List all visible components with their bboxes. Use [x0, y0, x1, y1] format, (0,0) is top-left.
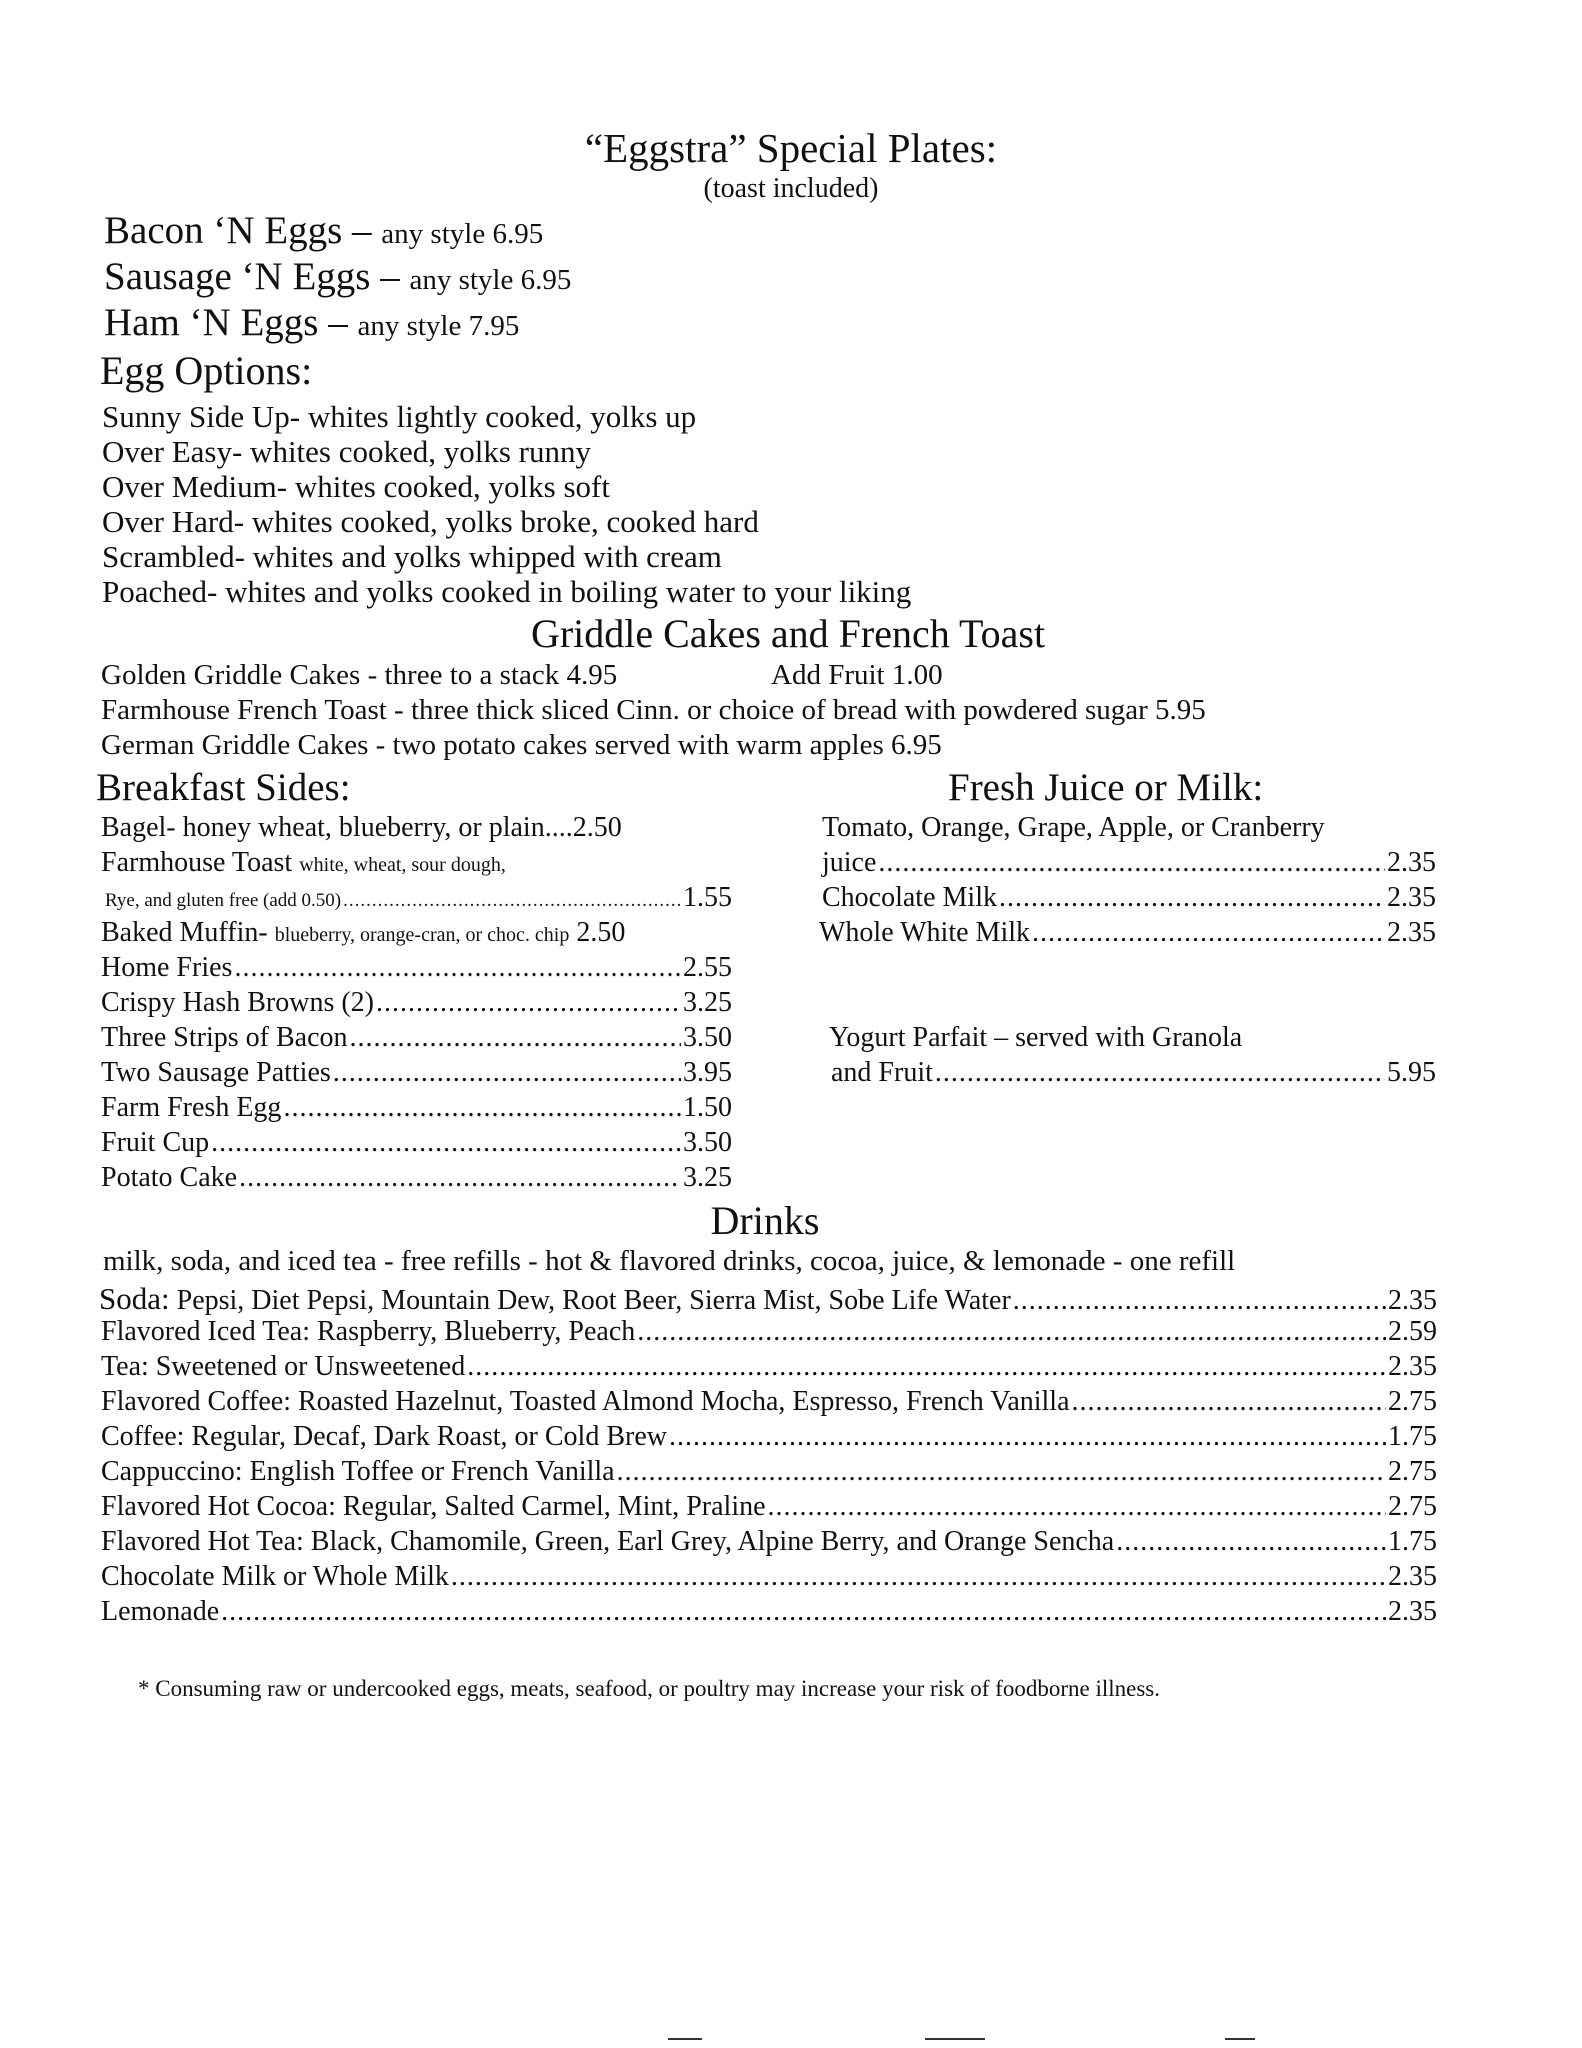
- scan-mark: [925, 2038, 985, 2040]
- egg-option: Over Easy- whites cooked, yolks runny: [102, 434, 592, 469]
- side-name: Baked Muffin-: [101, 917, 268, 948]
- plates-subtitle: (toast included): [703, 173, 879, 204]
- egg-option: Scrambled- whites and yolks whipped with cream: [102, 539, 722, 574]
- scan-mark: [1225, 2038, 1255, 2040]
- drink-item: Chocolate Milk or Whole Milk ..... 2.35: [101, 1561, 1437, 1593]
- egg-option: Poached- whites and yolks cooked in boiling water to your liking: [102, 574, 912, 609]
- side-item: Potato Cake ..... 3.25: [101, 1162, 732, 1194]
- drinks-title: Drinks: [710, 1198, 820, 1243]
- juice-title: Fresh Juice or Milk:: [948, 766, 1264, 809]
- side-item: Three Strips of Bacon ..... 3.50: [101, 1022, 732, 1054]
- plate-bacon: Bacon ‘N Eggs – any style 6.95: [104, 209, 544, 252]
- side-bagel: Bagel- honey wheat, blueberry, or plain....2.50: [101, 812, 622, 843]
- plate-detail: any style 7.95: [357, 310, 520, 342]
- griddle-item-golden: Golden Griddle Cakes - three to a stack 4.95: [101, 659, 618, 691]
- side-muffin: [101, 917, 625, 949]
- plate-name: Ham ‘N Eggs: [104, 301, 319, 344]
- egg-options-title: Egg Options:: [100, 348, 313, 393]
- side-price: 2.50: [576, 917, 626, 948]
- juice-item: Whole White Milk ..... 2.35: [819, 917, 1436, 949]
- side-detail: Rye, and gluten free (add 0.50): [105, 890, 342, 911]
- parfait-line: Yogurt Parfait – served with Granola: [829, 1022, 1243, 1053]
- side-item: Home Fries ..... 2.55: [101, 952, 732, 984]
- plate-detail: any style 6.95: [381, 218, 544, 250]
- drink-item: Flavored Hot Cocoa: Regular, Salted Carmel, Mint, Praline ..... 2.75: [101, 1491, 1437, 1523]
- drink-item: Lemonade ..... 2.35: [101, 1596, 1437, 1628]
- footnote: * Consuming raw or undercooked eggs, meats, seafood, or poultry may increase your risk of foodborne illness.: [138, 1676, 1160, 1701]
- plate-sausage: Sausage ‘N Eggs – any style 6.95: [104, 255, 572, 298]
- drink-item-soda: Soda: Pepsi, Diet Pepsi, Mountain Dew, Root Beer, Sierra Mist, Sobe Life Water ..... 2.35: [99, 1281, 1437, 1317]
- parfait-item: and Fruit ..... 5.95: [831, 1057, 1436, 1089]
- griddle-title: Griddle Cakes and French Toast: [530, 611, 1046, 656]
- side-name: Farmhouse Toast: [101, 847, 293, 878]
- drink-item: Flavored Hot Tea: Black, Chamomile, Green, Earl Grey, Alpine Berry, and Orange Sencha ..... 1.75: [101, 1526, 1437, 1558]
- drinks-intro: milk, soda, and iced tea - free refills - hot & flavored drinks, cocoa, juice, & lemonade - one refill: [103, 1245, 1236, 1277]
- plate-detail: any style 6.95: [409, 264, 572, 296]
- side-toast-row: [105, 882, 732, 914]
- side-toast: [101, 847, 506, 879]
- juice-item: juice ..... 2.35: [822, 847, 1436, 879]
- drink-label: Soda:: [99, 1281, 170, 1316]
- egg-option: Sunny Side Up- whites lightly cooked, yolks up: [102, 399, 697, 434]
- egg-option: Over Hard- whites cooked, yolks broke, cooked hard: [102, 504, 759, 539]
- drink-item: Flavored Iced Tea: Raspberry, Blueberry, Peach ..... 2.59: [101, 1316, 1437, 1348]
- plate-ham: Ham ‘N Eggs – any style 7.95: [104, 301, 520, 344]
- juice-line: Tomato, Orange, Grape, Apple, or Cranberry: [822, 812, 1325, 843]
- drink-item: Coffee: Regular, Decaf, Dark Roast, or Cold Brew ..... 1.75: [101, 1421, 1437, 1453]
- side-detail: blueberry, orange-cran, or choc. chip: [274, 924, 570, 946]
- griddle-item-french-toast: Farmhouse French Toast - three thick sliced Cinn. or choice of bread with powdered sugar 5.95: [101, 694, 1206, 726]
- side-item: Two Sausage Patties ..... 3.95: [101, 1057, 732, 1089]
- plates-title: “Eggstra” Special Plates:: [584, 125, 998, 171]
- side-detail: white, wheat, sour dough,: [299, 854, 506, 876]
- side-item: Fruit Cup ..... 3.50: [101, 1127, 732, 1159]
- drink-item: Cappuccino: English Toffee or French Vanilla ..... 2.75: [101, 1456, 1437, 1488]
- egg-option: Over Medium- whites cooked, yolks soft: [102, 469, 610, 504]
- drink-item: Tea: Sweetened or Unsweetened ..... 2.35: [101, 1351, 1437, 1383]
- side-item: Farm Fresh Egg ..... 1.50: [101, 1092, 732, 1124]
- griddle-item-german: German Griddle Cakes - two potato cakes served with warm apples 6.95: [101, 729, 942, 761]
- side-item: Crispy Hash Browns (2) ..... 3.25: [101, 987, 732, 1019]
- sides-title: Breakfast Sides:: [96, 766, 351, 809]
- griddle-add-fruit: Add Fruit 1.00: [771, 659, 943, 691]
- drink-item: Flavored Coffee: Roasted Hazelnut, Toasted Almond Mocha, Espresso, French Vanilla ..... 2.75: [101, 1386, 1437, 1418]
- scan-mark: [668, 2038, 702, 2040]
- plate-name: Sausage ‘N Eggs: [104, 255, 371, 298]
- side-price: 1.55: [683, 882, 732, 913]
- plate-name: Bacon ‘N Eggs: [104, 209, 343, 252]
- juice-item: Chocolate Milk ..... 2.35: [822, 882, 1436, 914]
